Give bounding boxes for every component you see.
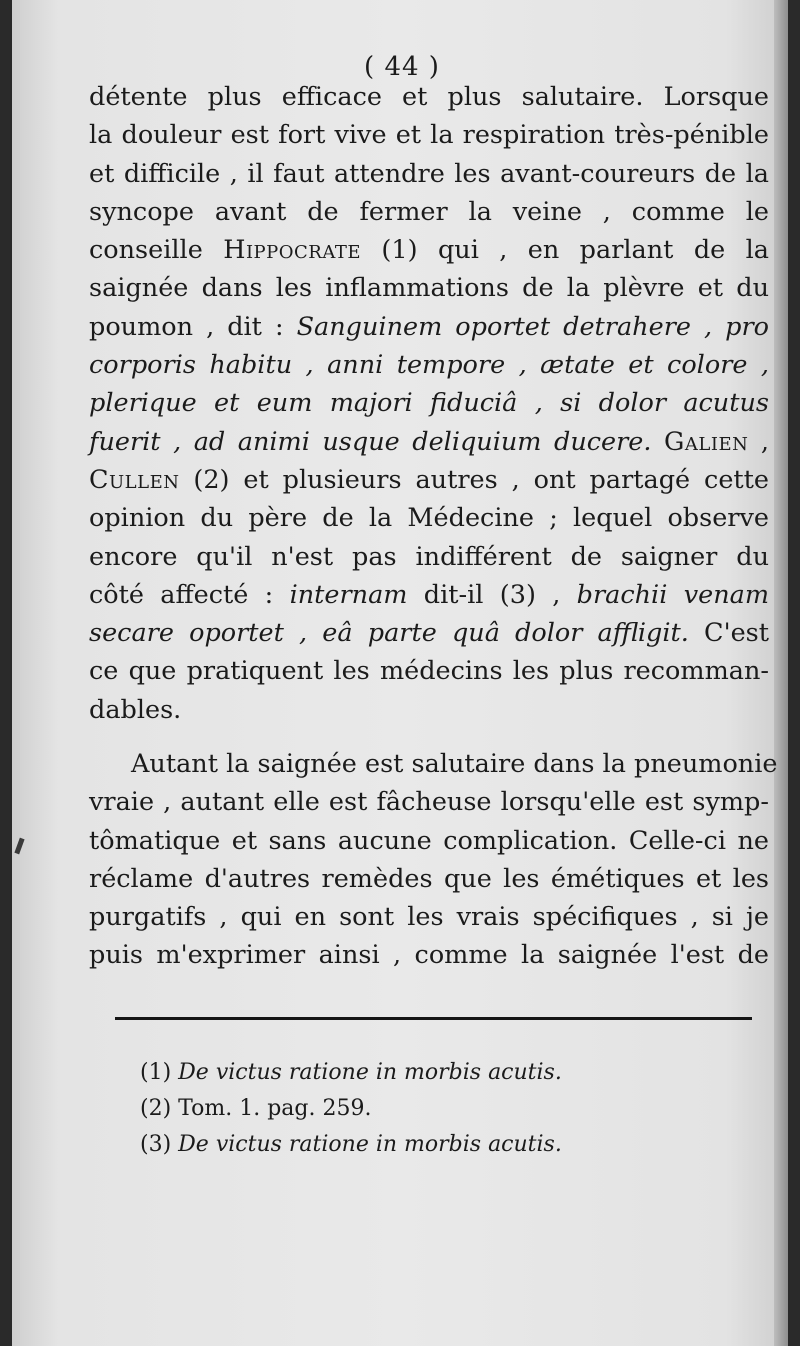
text-line <box>89 423 769 461</box>
latin-quote: secare oportet , eâ parte quâ dolor affligit. <box>89 618 689 649</box>
footnote <box>140 1127 760 1163</box>
text-line: syncope avant de fermer la veine , comme le <box>89 196 769 227</box>
text-line <box>89 308 769 346</box>
latin-quote: Sanguinem oportet detrahere , pro <box>296 311 769 342</box>
text-line <box>89 614 769 652</box>
text-line <box>89 231 769 269</box>
text-line: dables. <box>89 694 182 725</box>
footnote-text: De victus ratione in morbis acutis. <box>178 1060 562 1085</box>
text-line: saignée dans les inflammations de la plèvre et du <box>89 273 769 304</box>
text-line: détente plus efficace et plus salutaire. Lorsque <box>89 82 769 112</box>
text-run <box>652 427 665 457</box>
text-line: tômatique et sans aucune complication. Celle-ci ne <box>89 825 769 856</box>
author-name: Galien <box>664 426 749 457</box>
text-run: C'est <box>688 618 770 649</box>
latin-quote: internam <box>289 579 408 610</box>
book-page <box>12 0 788 1346</box>
latin-quote: brachii venam <box>576 579 769 610</box>
text-line: encore qu'il n'est pas indifférent de saigner du <box>89 541 769 572</box>
text-line: opinion du père de la Médecine ; lequel observe <box>89 503 769 534</box>
text-line: puis m'exprimer ainsi , comme la saignée l'est de <box>89 940 769 971</box>
footnote-divider <box>115 1017 752 1020</box>
text-run: dit-il (3) , <box>407 579 577 610</box>
text-line: la douleur est fort vive et la respiration très-pénible <box>89 120 769 151</box>
text-line <box>89 461 769 499</box>
footnote-text: Tom. 1. pag. 259. <box>178 1096 372 1121</box>
text-line: purgatifs , qui en sont les vrais spécifiques , si je <box>89 902 769 933</box>
footnotes <box>140 1055 760 1163</box>
text-line <box>89 576 769 614</box>
latin-quote-line: corporis habitu , anni tempore , ætate et colore , <box>89 350 769 381</box>
footnote <box>140 1055 760 1091</box>
paragraph-1 <box>89 78 769 729</box>
footnote-mark: (3) <box>140 1132 172 1157</box>
text-run: (1) qui , en parlant de la <box>361 235 769 266</box>
page-edge <box>774 0 788 1346</box>
footnote-text: De victus ratione in morbis acutis. <box>178 1132 562 1157</box>
text-run: (2) et plusieurs autres , ont partagé cette <box>179 464 769 495</box>
text-run: , <box>748 426 770 457</box>
paragraph-2 <box>89 745 778 975</box>
author-name: Hippocrate <box>223 235 362 266</box>
text-line: réclame d'autres remèdes que les émétiques et les <box>89 863 769 894</box>
latin-quote-line: plerique et eum majori fiduciâ , si dolor acutus <box>89 388 769 419</box>
text-line: vraie , autant elle est fâcheuse lorsqu'elle est symp- <box>89 787 769 818</box>
latin-quote: fuerit , ad animi usque deliquium ducere. <box>89 426 652 457</box>
page-number: ( 44 ) <box>364 52 440 82</box>
footnote-mark: (2) <box>140 1096 172 1121</box>
text-run: poumon , dit : <box>89 311 297 342</box>
author-name: Cullen <box>89 464 180 495</box>
text-run: conseille <box>89 235 224 266</box>
text-line: ce que pratiquent les médecins les plus recomman- <box>89 656 769 687</box>
footnote-mark: (1) <box>140 1060 172 1085</box>
text-line: et difficile , il faut attendre les avant-coureurs de la <box>89 158 769 189</box>
text-run: côté affecté : <box>89 579 290 610</box>
ink-mark <box>14 838 24 855</box>
text-line: Autant la saignée est salutaire dans la pneumonie <box>131 749 778 779</box>
footnote <box>140 1091 760 1127</box>
